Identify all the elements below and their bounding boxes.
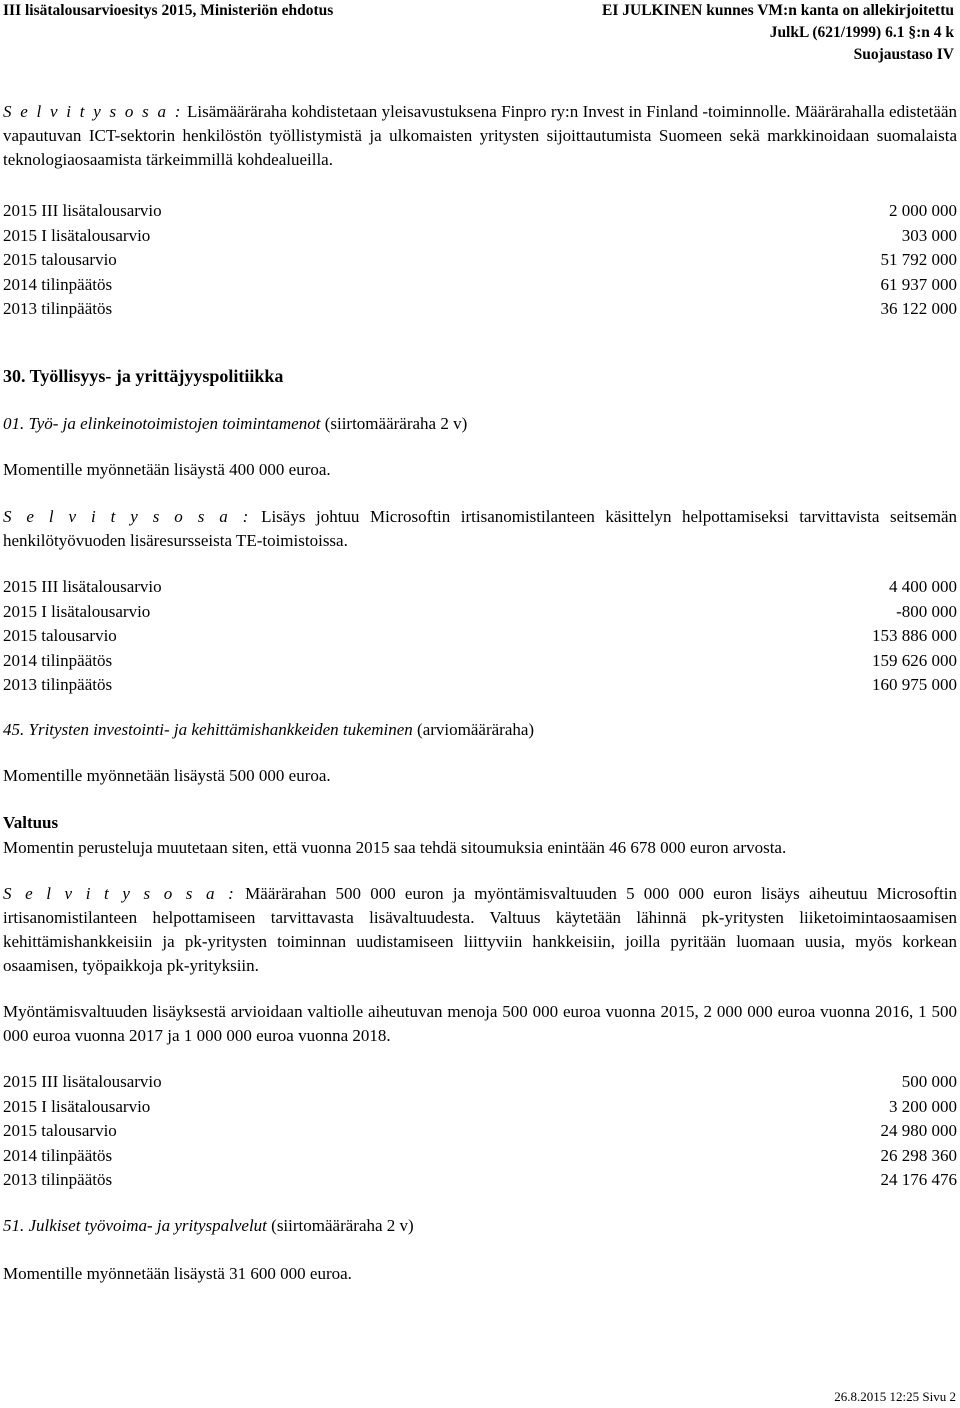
selvitys-text: Lisämääräraha kohdistetaan yleisavustuksena Finpro ry:n Invest in Finland -toiminnolle. Määrärahalla edistetään vapautuvan ICT-sektorin henkilöstön työllistymistä ja ulkomaisten yritysten sijoittautumista Suomeen sekä markkinoidaan suomalaista teknologiaosaamista tärkeimmillä kohdealueilla. xyxy=(3,102,957,169)
chapter-heading: 30. Työllisyys- ja yrittäjyyspolitiikka xyxy=(3,366,284,386)
table-row xyxy=(3,1095,957,1120)
item-appropriation-type: (siirtomääräraha 2 v) xyxy=(324,414,468,433)
table-row xyxy=(3,297,957,322)
table-row xyxy=(3,575,957,600)
row-value: 153 886 000 xyxy=(872,626,957,645)
row-label: 2015 III lisätalousarvio xyxy=(3,201,162,220)
item-appropriation-type: (arviomääräraha) xyxy=(417,720,535,739)
table-row xyxy=(3,649,957,674)
table-row xyxy=(3,273,957,298)
item-01-selvitys xyxy=(3,505,957,553)
selvitys-label: S e l v i t y s o s a : xyxy=(3,102,183,121)
row-label: 2015 I lisätalousarvio xyxy=(3,225,151,245)
selvitys-text: Lisäys johtuu Microsoftin irtisanomistilanteen käsittelyn helpottamiseksi tarvittavista seitsemän henkilötyövuoden lisäresursseista TE-toimistoissa. xyxy=(3,507,958,550)
section1-selvitys xyxy=(3,100,957,172)
valtuus-heading: Valtuus xyxy=(3,813,59,832)
item-title: Julkiset työvoima- ja yrityspalvelut xyxy=(28,1216,267,1235)
table-row xyxy=(3,624,957,649)
confidentiality-line-2: JulkL (621/1999) 6.1 §:n 4 k xyxy=(769,24,954,41)
item-45-menot: Myöntämisvaltuuden lisäyksestä arvioidaan valtiolle aiheutuvan menoja 500 000 euroa vuonna 2015, 2 000 000 euroa vuonna 2016, 1 500 000 euroa vuonna 2017 ja 1 000 000 euroa vuonna 2018. xyxy=(3,1002,957,1045)
row-label: 2015 talousarvio xyxy=(3,626,117,645)
row-value: -800 000 xyxy=(896,601,957,621)
row-value: 303 000 xyxy=(901,225,957,245)
item-01-budget-table xyxy=(3,575,957,698)
item-number: 51. xyxy=(3,1216,25,1235)
row-label: 2013 tilinpäätös xyxy=(3,1170,113,1189)
row-label: 2015 I lisätalousarvio xyxy=(3,1096,151,1116)
row-label: 2015 talousarvio xyxy=(3,250,117,269)
row-label: 2015 talousarvio xyxy=(3,1121,117,1140)
item-title: Työ- ja elinkeinotoimistojen toimintamenot xyxy=(28,414,321,433)
row-value: 160 975 000 xyxy=(872,675,957,694)
item-appropriation-type: (siirtomääräraha 2 v) xyxy=(271,1216,414,1235)
item-45-title xyxy=(3,718,957,742)
item-51-momentti: Momentille myönnetään lisäystä 31 600 000 euroa. xyxy=(3,1264,352,1283)
selvitys-label: S e l v i t y s o s a : xyxy=(3,884,236,903)
row-label: 2014 tilinpäätös xyxy=(3,1145,113,1165)
item-45-momentti: Momentille myönnetään lisäystä 500 000 euroa. xyxy=(3,766,331,785)
row-label: 2015 III lisätalousarvio xyxy=(3,1072,162,1091)
document-header-title: III lisätalousarvioesitys 2015, Ministeriön ehdotus xyxy=(3,2,334,19)
valtuus-text: Momentin perusteluja muutetaan siten, että vuonna 2015 saa tehdä sitoumuksia enintään 46 678 000 euron arvosta. xyxy=(3,838,787,857)
item-01-title xyxy=(3,412,957,436)
item-51-title xyxy=(3,1214,957,1238)
row-label: 2014 tilinpäätös xyxy=(3,650,113,670)
item-number: 45. xyxy=(3,720,25,739)
row-value: 500 000 xyxy=(901,1072,957,1091)
row-label: 2013 tilinpäätös xyxy=(3,675,113,694)
page-footer: 26.8.2015 12:25 Sivu 2 xyxy=(834,1389,956,1404)
confidentiality-line-1: EI JULKINEN kunnes VM:n kanta on allekirjoitettu xyxy=(602,2,954,19)
row-value: 4 400 000 xyxy=(889,577,957,596)
table-row xyxy=(3,1144,957,1169)
row-value: 159 626 000 xyxy=(872,650,957,670)
item-01-momentti: Momentille myönnetään lisäystä 400 000 euroa. xyxy=(3,460,331,479)
item-45-selvitys xyxy=(3,882,957,978)
table-row xyxy=(3,1070,957,1095)
selvitys-label: S e l v i t y s o s a : xyxy=(3,507,251,526)
item-title: Yritysten investointi- ja kehittämishankkeiden tukeminen xyxy=(28,720,413,739)
item-45-budget-table xyxy=(3,1070,957,1193)
row-value: 61 937 000 xyxy=(880,274,957,294)
table-row xyxy=(3,600,957,625)
table-row xyxy=(3,224,957,249)
row-value: 3 200 000 xyxy=(889,1096,957,1116)
row-label: 2015 I lisätalousarvio xyxy=(3,601,151,621)
table-row xyxy=(3,248,957,273)
selvitys-text: Määrärahan 500 000 euron ja myöntämisvaltuuden 5 000 000 euron lisäys aiheutuu Microsoftin irtisanomistilanteen helpottamiseen tarvittavasta lisävaltuudesta. Valtuus käytetään lähinnä pk-yritysten liiketoimintaosaamisen kehittämishankkeisiin ja pk-yritysten toiminnan uudistamiseen liittyviin hankkeisiin, joilla pyritään luomaan uusia, myös korkean osaamisen, työpaikkoja pk-yrityksiin. xyxy=(3,884,957,975)
row-value: 2 000 000 xyxy=(889,201,957,220)
row-value: 51 792 000 xyxy=(880,250,957,269)
confidentiality-line-3: Suojaustaso IV xyxy=(853,46,954,63)
row-label: 2013 tilinpäätös xyxy=(3,299,113,318)
table-row xyxy=(3,673,957,698)
row-value: 24 980 000 xyxy=(880,1121,957,1140)
row-label: 2014 tilinpäätös xyxy=(3,274,113,294)
row-value: 36 122 000 xyxy=(880,299,957,318)
confidentiality-header xyxy=(602,0,954,66)
row-label: 2015 III lisätalousarvio xyxy=(3,577,162,596)
table-row xyxy=(3,1119,957,1144)
row-value: 24 176 476 xyxy=(880,1170,957,1189)
table-row xyxy=(3,199,957,224)
item-number: 01. xyxy=(3,414,25,433)
row-value: 26 298 360 xyxy=(880,1145,957,1165)
table-row xyxy=(3,1168,957,1193)
section1-budget-table xyxy=(3,199,957,322)
